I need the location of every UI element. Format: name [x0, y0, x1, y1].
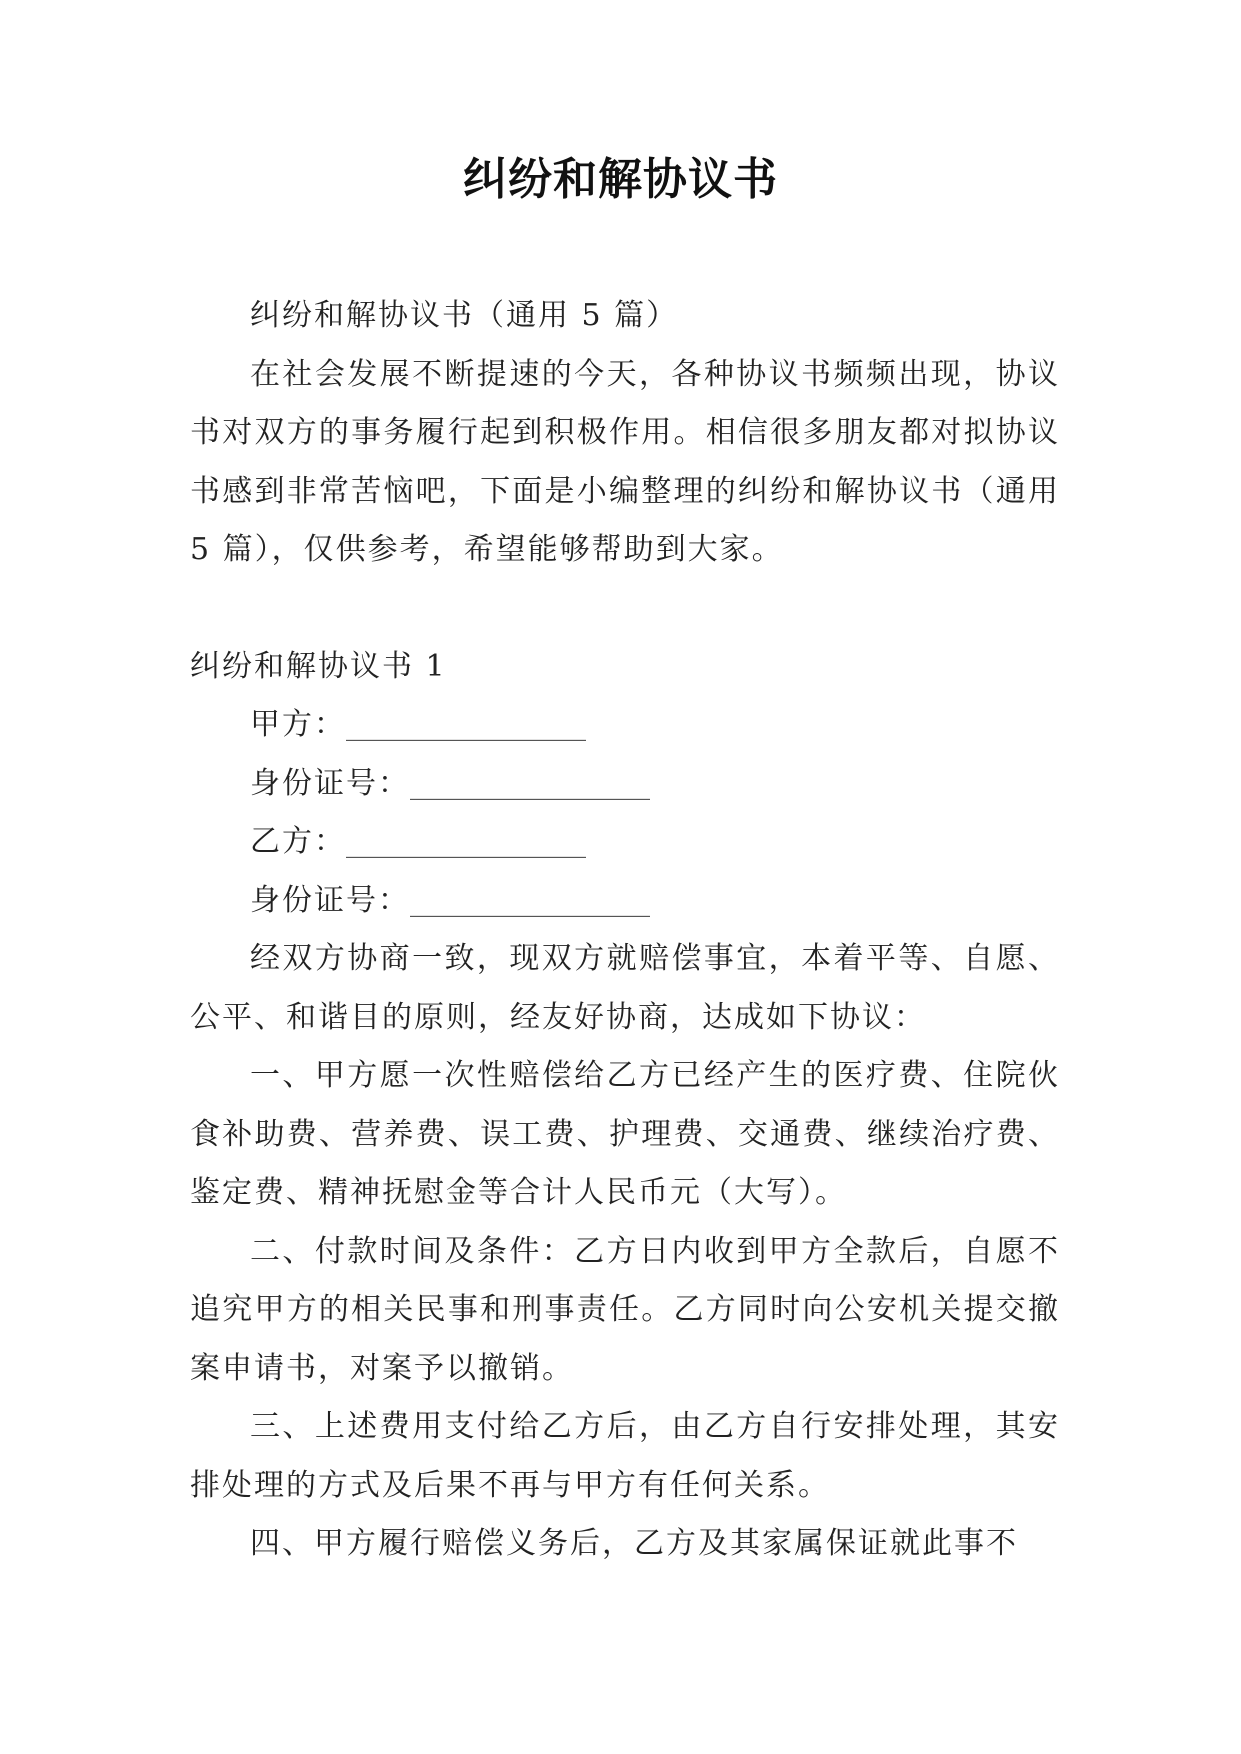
- intro-paragraph: 在社会发展不断提速的今天，各种协议书频频出现，协议书对双方的事务履行起到积极作用。相信很多朋友都对拟协议书感到非常苦恼吧，下面是小编整理的纠纷和解协议书（通用 5 篇），仅供参考，希望能够帮助到大家。: [190, 356, 1060, 567]
- section-heading: 纠纷和解协议书 1: [190, 648, 447, 684]
- party-b-field: [190, 813, 1060, 872]
- party-b-id-field: [190, 872, 1060, 931]
- party-a-id-label: 身份证号：: [250, 765, 410, 801]
- party-a-blank: ________________: [346, 707, 586, 742]
- party-b-id-label: 身份证号：: [250, 882, 410, 918]
- intro-subtitle: 纠纷和解协议书（通用 5 篇）: [250, 298, 679, 333]
- clause-4: 四、甲方履行赔偿义务后，乙方及其家属保证就此事不: [250, 1526, 1018, 1561]
- agreement-preamble: 经双方协商一致，现双方就赔偿事宜，本着平等、自愿、公平、和谐目的原则，经友好协商，达成如下协议：: [190, 941, 1060, 1035]
- party-a-id-field: [190, 755, 1060, 814]
- section-spacer: [190, 580, 1060, 638]
- party-a-field: [190, 696, 1060, 755]
- clause-3: 三、上述费用支付给乙方后，由乙方自行安排处理，其安排处理的方式及后果不再与甲方有任何关系。: [190, 1409, 1060, 1503]
- party-b-label: 乙方：: [250, 824, 346, 859]
- document-body: [190, 287, 1060, 1574]
- clause-2: 二、付款时间及条件：乙方日内收到甲方全款后，自愿不追究甲方的相关民事和刑事责任。乙方同时向公安机关提交撤案申请书，对案予以撤销。: [190, 1233, 1060, 1386]
- party-b-id-blank: ________________: [410, 882, 650, 918]
- party-a-id-blank: ________________: [410, 765, 650, 801]
- clause-1: 一、甲方愿一次性赔偿给乙方已经产生的医疗费、住院伙食补助费、营养费、误工费、护理费、交通费、继续治疗费、鉴定费、精神抚慰金等合计人民币元（大写）。: [190, 1058, 1060, 1210]
- party-a-label: 甲方：: [250, 707, 346, 742]
- party-b-blank: ________________: [346, 824, 586, 859]
- document-title: 纠纷和解协议书: [463, 154, 778, 205]
